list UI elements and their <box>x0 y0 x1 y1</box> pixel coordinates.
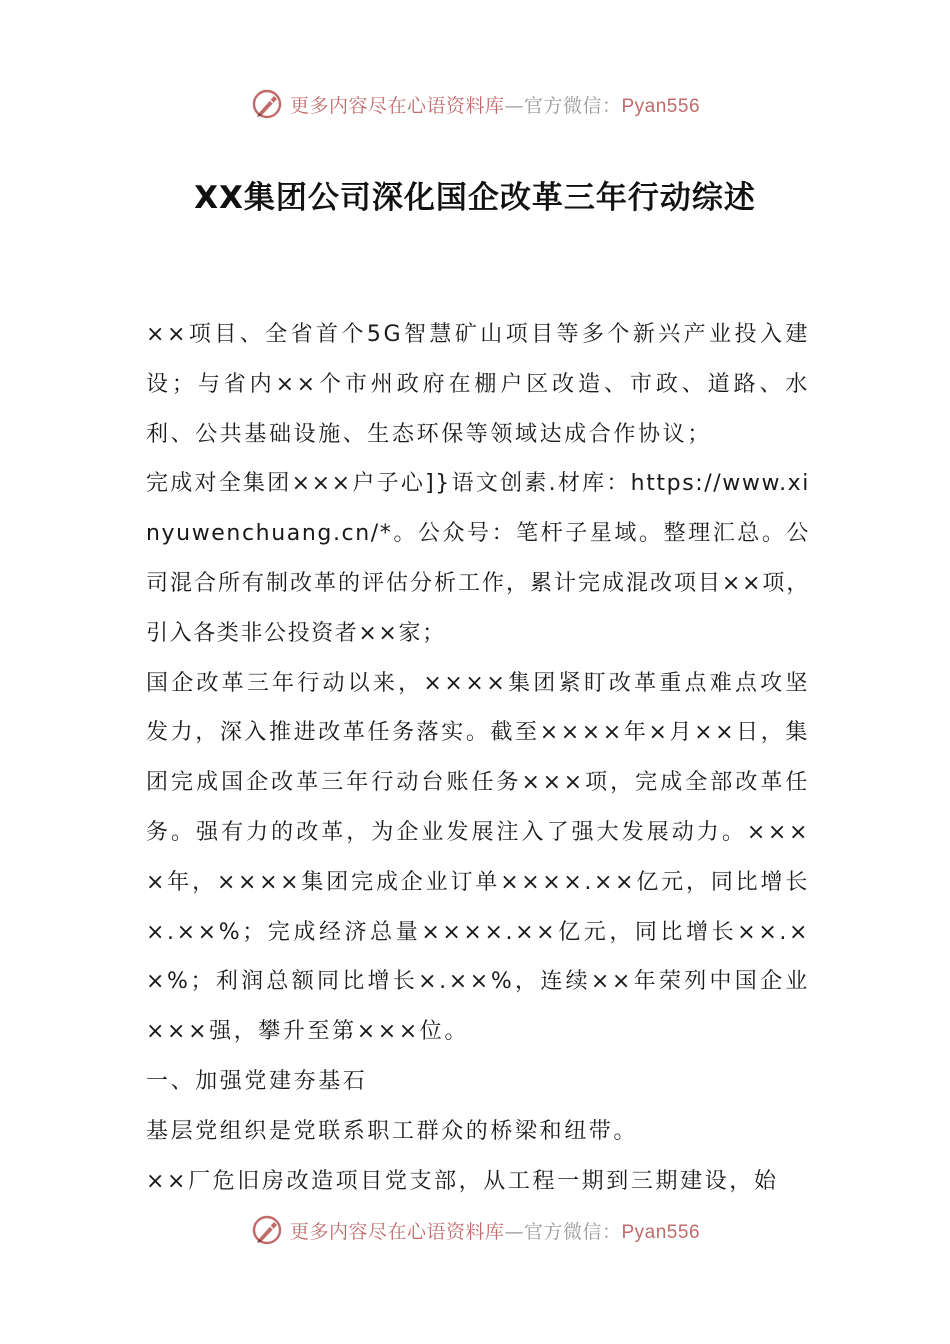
watermark-main: 更多内容尽在心语资料库 <box>289 1220 505 1243</box>
watermark-official: —官方微信： <box>504 1220 622 1243</box>
watermark-official: —官方微信： <box>504 94 622 117</box>
watermark-id: Pyan556 <box>621 1221 701 1243</box>
footer-watermark <box>0 1210 950 1250</box>
header-watermark <box>0 84 950 124</box>
paragraph-2: 完成对全集团×××户子心]}语文创素.材库：https://www.xinyuwenchuang.cn/*。公众号：笔杆子星域。整理汇总。公司混合所有制改革的评估分析工作，累计完成混改项目××项，引入各类非公投资者××家； <box>146 471 810 646</box>
paragraph-5: ××厂危旧房改造项目党支部，从工程一期到三期建设，始 <box>146 1168 779 1194</box>
paragraph-4: 基层党组织是党联系职工群众的桥梁和纽带。 <box>146 1118 639 1144</box>
pen-logo-icon <box>250 87 284 121</box>
section-heading-1: 一、加强党建夯基石 <box>146 1068 368 1094</box>
paragraph-3: 国企改革三年行动以来，××××集团紧盯改革重点难点攻坚发力，深入推进改革任务落实。截至××××年×月××日，集团完成国企改革三年行动台账任务×××项，完成全部改革任务。强有力的改革，为企业发展注入了强大发展动力。××××年，××××集团完成企业订单××××.××亿元，同比增长×.××%；完成经济总量××××.××亿元，同比增长××.××%；利润总额同比增长×.××%，连续××年荣列中国企业×××强，攀升至第×××位。 <box>146 670 810 1045</box>
watermark-main: 更多内容尽在心语资料库 <box>289 94 505 117</box>
watermark-text <box>290 1217 700 1244</box>
document-title: XX集团公司深化国企改革三年行动综述 <box>194 180 756 216</box>
watermark-text <box>290 91 700 118</box>
pen-logo-icon <box>250 1213 284 1247</box>
watermark-id: Pyan556 <box>621 95 701 117</box>
document-body <box>146 310 810 1206</box>
paragraph-1: ××项目、全省首个5G智慧矿山项目等多个新兴产业投入建设；与省内××个市州政府在棚户区改造、市政、道路、水利、公共基础设施、生态环保等领域达成合作协议； <box>146 322 810 447</box>
